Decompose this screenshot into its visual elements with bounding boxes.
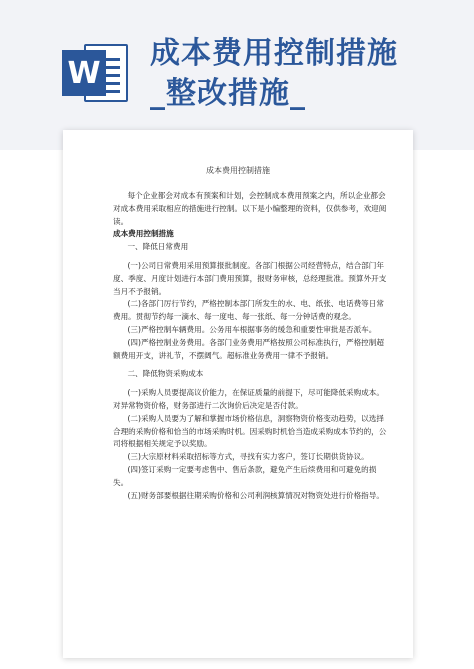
- word-letter-badge: W: [62, 50, 106, 96]
- paragraph: (二)各部门厉行节约，严格控制本部门所发生的水、电、纸张、电话费等日常费用。贯彻节约每一滴水、每一度电、每一张纸、每一分钟话费的观念。: [113, 299, 384, 322]
- section-heading-1: 一、降低日常费用: [127, 242, 189, 252]
- page-title: [150, 34, 460, 114]
- word-document-icon: [62, 40, 128, 106]
- paragraph: (三)严格控制车辆费用。公务用车根据事务的缓急和重要性审批是否派车。: [127, 324, 377, 334]
- document-body: [63, 190, 413, 502]
- paragraph: (一)采购人员要提高议价能力，在保证质量的前提下，尽可能降低采购成本。对异常物资价格，财务部进行二次询价后决定是否付款。: [113, 388, 384, 410]
- intro-paragraph: 每个企业都会对成本有预案和计划，会控制成本费用预案之内，所以企业都会对成本费用采取相应的措施进行控制。以下是小编整理的资料，仅供参考，欢迎阅读。: [113, 191, 387, 226]
- paragraph: (四)严格控制业务费用。各部门业务费用严格按照公司标准执行，严格控制超额费用开支，讲礼节，不摆阔气。超标准业务费用一律不予报销。: [113, 337, 384, 360]
- document-page: [63, 130, 413, 658]
- paragraph: (一)公司日常费用采用预算报批制度。各部门根据公司经营特点，结合部门年度、季度、月度计划进行本部门费用预算，报财务审核，总经理批准。预算外开支当月不予报销。: [113, 260, 387, 296]
- paragraph: (五)财务部要根据往期采购价格和公司利润核算情况对物资处进行价格指导。: [127, 490, 384, 500]
- section-heading-2: 二、降低物资采购成本: [127, 369, 204, 379]
- paragraph: (二)采购人员要为了解和掌握市场价格信息，洞察物资价格变动趋势，以选择合理的采购价格和恰当的市场采购时机。因采购时机恰当造成采购成本节约的，公司将根据相关规定予以奖励。: [113, 413, 387, 449]
- paragraph: (三)大宗原材料采取招标等方式，寻找有实力客户，签订长期供货协议。: [127, 452, 369, 462]
- document-title: 成本费用控制措施: [206, 166, 270, 175]
- section-heading: 成本费用控制措施: [113, 229, 174, 239]
- paragraph: (四)签订采购一定要考虑售中、售后条款，避免产生后续费用和可避免的损失。: [113, 464, 377, 487]
- page-title-line-2: _整改措施_: [150, 76, 306, 111]
- page-title-line-1: 成本费用控制措施: [150, 36, 398, 71]
- header-banner: [0, 0, 474, 150]
